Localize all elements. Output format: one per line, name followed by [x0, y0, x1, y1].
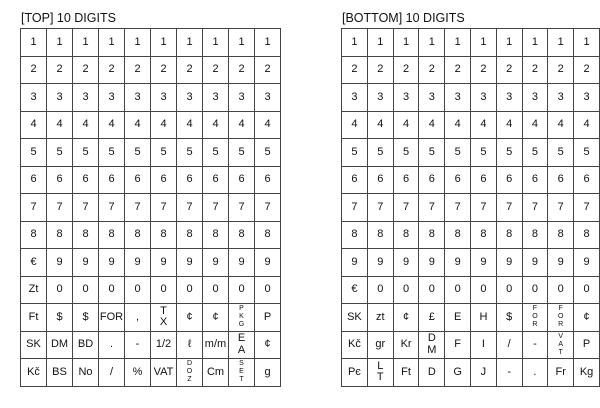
grid-cell: 8 — [393, 221, 419, 249]
grid-cell: 6 — [99, 166, 125, 194]
grid-cell: 6 — [574, 166, 600, 194]
grid-cell: 1 — [548, 29, 574, 57]
grid-cell: 4 — [125, 111, 151, 139]
grid-cell: 5 — [47, 139, 73, 167]
grid-row — [342, 29, 600, 57]
grid-cell: 7 — [203, 194, 229, 222]
grid-row — [21, 84, 281, 112]
grid-cell: Kč — [21, 359, 47, 387]
grid-cell: - — [496, 359, 522, 387]
grid-cell: 0 — [574, 276, 600, 304]
grid-cell: 4 — [419, 111, 445, 139]
grid-row — [342, 84, 600, 112]
grid-row — [342, 56, 600, 84]
grid-cell: 7 — [342, 194, 368, 222]
grid-cell: 6 — [496, 166, 522, 194]
grid-cell: F O R — [522, 304, 548, 332]
grid-cell: P K G — [229, 304, 255, 332]
grid-cell: 7 — [255, 194, 281, 222]
grid-cell: Kč — [342, 331, 368, 359]
grid-cell: 8 — [419, 221, 445, 249]
grid-cell: 2 — [47, 56, 73, 84]
grid-cell: 7 — [73, 194, 99, 222]
grid-cell: 3 — [445, 84, 471, 112]
grid-cell: 9 — [99, 249, 125, 277]
grid-cell: 6 — [393, 166, 419, 194]
grid-cell: 6 — [151, 166, 177, 194]
grid-row — [21, 276, 281, 304]
grid-cell: 4 — [496, 111, 522, 139]
grid-cell: 7 — [47, 194, 73, 222]
grid-cell: 8 — [496, 221, 522, 249]
grid-cell: $ — [47, 304, 73, 332]
grid-cell: 5 — [471, 139, 497, 167]
grid-cell: 4 — [548, 111, 574, 139]
grid-cell: 0 — [73, 276, 99, 304]
grid-cell: 1 — [125, 29, 151, 57]
grid-cell: 5 — [496, 139, 522, 167]
grid-cell: D O Z — [177, 359, 203, 387]
grid-row — [342, 221, 600, 249]
grid-cell: 1 — [342, 29, 368, 57]
grid-cell: 2 — [21, 56, 47, 84]
grid-row — [342, 194, 600, 222]
grid-cell: 6 — [125, 166, 151, 194]
grid-cell: I — [471, 331, 497, 359]
grid-cell: 9 — [203, 249, 229, 277]
grid-cell: 3 — [229, 84, 255, 112]
grid-cell: 6 — [522, 166, 548, 194]
grid-cell: 9 — [125, 249, 151, 277]
grid-cell: $ — [496, 304, 522, 332]
grid-cell: 3 — [574, 84, 600, 112]
grid-cell: Fr — [548, 359, 574, 387]
grid-cell: 4 — [255, 111, 281, 139]
grid-cell: € — [21, 249, 47, 277]
grid-cell: 7 — [21, 194, 47, 222]
grid-cell: P — [255, 304, 281, 332]
grid-cell: 3 — [522, 84, 548, 112]
grid-cell: 2 — [548, 56, 574, 84]
grid-cell: 7 — [229, 194, 255, 222]
grid-row — [21, 166, 281, 194]
grid-row — [342, 331, 600, 359]
grid-cell: 4 — [73, 111, 99, 139]
grid-cell: SK — [21, 331, 47, 359]
grid-cell: 2 — [393, 56, 419, 84]
grid-cell: VAT — [151, 359, 177, 387]
grid-cell: V A T — [548, 331, 574, 359]
grid-cell: 3 — [177, 84, 203, 112]
grid-cell: 0 — [177, 276, 203, 304]
grid-cell: 5 — [522, 139, 548, 167]
grid-cell: 9 — [255, 249, 281, 277]
grid-cell: 1 — [367, 29, 393, 57]
grid-cell: / — [496, 331, 522, 359]
grid-cell: 1 — [21, 29, 47, 57]
grid-cell: 5 — [445, 139, 471, 167]
grid-cell: 2 — [419, 56, 445, 84]
grid-cell: 5 — [255, 139, 281, 167]
grid-cell: 3 — [125, 84, 151, 112]
grid-cell: ¢ — [393, 304, 419, 332]
grid-cell: . — [522, 359, 548, 387]
grid-row — [342, 304, 600, 332]
grid-cell: 1 — [73, 29, 99, 57]
grid-row — [342, 276, 600, 304]
grid-cell: 7 — [471, 194, 497, 222]
grid-cell: 1 — [574, 29, 600, 57]
grid-cell: 5 — [125, 139, 151, 167]
top-digits-grid — [20, 28, 281, 387]
grid-cell: 1 — [151, 29, 177, 57]
grid-cell: gr — [367, 331, 393, 359]
grid-cell: 9 — [73, 249, 99, 277]
grid-cell: 9 — [229, 249, 255, 277]
grid-cell: 0 — [445, 276, 471, 304]
grid-cell: 8 — [367, 221, 393, 249]
grid-cell: 2 — [125, 56, 151, 84]
grid-cell: 4 — [445, 111, 471, 139]
grid-cell: 4 — [229, 111, 255, 139]
grid-cell: $ — [73, 304, 99, 332]
grid-cell: 8 — [548, 221, 574, 249]
grid-cell: 9 — [522, 249, 548, 277]
grid-cell: 3 — [393, 84, 419, 112]
grid-cell: 3 — [367, 84, 393, 112]
bottom-digits-panel — [341, 8, 600, 387]
grid-cell: F O R — [548, 304, 574, 332]
grid-cell: 0 — [255, 276, 281, 304]
panel-title-top: [TOP] 10 DIGITS — [21, 11, 116, 25]
grid-cell: 0 — [496, 276, 522, 304]
grid-cell: SK — [342, 304, 368, 332]
grid-cell: 0 — [125, 276, 151, 304]
grid-cell: 7 — [177, 194, 203, 222]
grid-cell: 0 — [471, 276, 497, 304]
grid-cell: FOR — [99, 304, 125, 332]
grid-cell: 2 — [445, 56, 471, 84]
grid-cell: 8 — [177, 221, 203, 249]
grid-row — [21, 29, 281, 57]
grid-cell: ¢ — [177, 304, 203, 332]
grid-cell: 6 — [73, 166, 99, 194]
grid-cell: 7 — [419, 194, 445, 222]
grid-cell: 0 — [548, 276, 574, 304]
grid-cell: 0 — [229, 276, 255, 304]
grid-cell: 7 — [574, 194, 600, 222]
bottom-digits-grid — [341, 28, 600, 387]
grid-cell: ¢ — [255, 331, 281, 359]
panel-title-bottom: [BOTTOM] 10 DIGITS — [342, 11, 465, 25]
grid-cell: 0 — [203, 276, 229, 304]
grid-cell: H — [471, 304, 497, 332]
grid-cell: 0 — [99, 276, 125, 304]
grid-cell: 3 — [47, 84, 73, 112]
grid-cell: 4 — [99, 111, 125, 139]
grid-row — [21, 304, 281, 332]
grid-cell: 8 — [522, 221, 548, 249]
grid-cell: 4 — [393, 111, 419, 139]
grid-cell: 2 — [203, 56, 229, 84]
grid-row — [21, 111, 281, 139]
grid-row — [21, 249, 281, 277]
grid-cell: - — [125, 331, 151, 359]
grid-cell: T X — [151, 304, 177, 332]
grid-cell: 6 — [47, 166, 73, 194]
grid-cell: g — [255, 359, 281, 387]
grid-cell: 9 — [496, 249, 522, 277]
grid-cell: 9 — [342, 249, 368, 277]
grid-cell: 8 — [73, 221, 99, 249]
grid-cell: 6 — [548, 166, 574, 194]
grid-cell: 1 — [445, 29, 471, 57]
grid-cell: 4 — [177, 111, 203, 139]
grid-cell: 1 — [47, 29, 73, 57]
grid-cell: Ft — [21, 304, 47, 332]
grid-cell: 1 — [471, 29, 497, 57]
grid-cell: 8 — [99, 221, 125, 249]
grid-cell: 8 — [342, 221, 368, 249]
grid-cell: 2 — [471, 56, 497, 84]
grid-row — [21, 56, 281, 84]
top-digits-panel — [20, 8, 281, 387]
grid-row — [21, 221, 281, 249]
grid-cell: 5 — [203, 139, 229, 167]
grid-row — [21, 194, 281, 222]
grid-cell: 4 — [342, 111, 368, 139]
grid-cell: 7 — [125, 194, 151, 222]
grid-cell: No — [73, 359, 99, 387]
grid-cell: 7 — [151, 194, 177, 222]
grid-cell: 7 — [522, 194, 548, 222]
grid-cell: 9 — [151, 249, 177, 277]
grid-row — [21, 359, 281, 387]
grid-cell: L T — [367, 359, 393, 387]
grid-cell: € — [342, 276, 368, 304]
grid-cell: 3 — [496, 84, 522, 112]
grid-cell: 3 — [419, 84, 445, 112]
grid-cell: 0 — [522, 276, 548, 304]
grid-cell: ¢ — [203, 304, 229, 332]
grid-cell: Pє — [342, 359, 368, 387]
grid-cell: 2 — [496, 56, 522, 84]
grid-cell: 3 — [255, 84, 281, 112]
grid-cell: BD — [73, 331, 99, 359]
grid-cell: 9 — [548, 249, 574, 277]
grid-cell: 1 — [419, 29, 445, 57]
grid-cell: Cm — [203, 359, 229, 387]
grid-cell: 8 — [125, 221, 151, 249]
grid-cell: 1 — [496, 29, 522, 57]
grid-cell: 1 — [229, 29, 255, 57]
grid-cell: 9 — [393, 249, 419, 277]
grid-cell: - — [522, 331, 548, 359]
grid-cell: 6 — [367, 166, 393, 194]
grid-cell: 5 — [393, 139, 419, 167]
grid-cell: 1 — [203, 29, 229, 57]
grid-cell: 4 — [47, 111, 73, 139]
grid-cell: 3 — [548, 84, 574, 112]
grid-cell: , — [125, 304, 151, 332]
grid-cell: 1 — [255, 29, 281, 57]
grid-cell: 5 — [151, 139, 177, 167]
grid-cell: 1 — [177, 29, 203, 57]
grid-cell: Zt — [21, 276, 47, 304]
grid-cell: 0 — [47, 276, 73, 304]
grid-cell: 6 — [177, 166, 203, 194]
grid-cell: 4 — [367, 111, 393, 139]
grid-row — [342, 166, 600, 194]
grid-cell: 6 — [203, 166, 229, 194]
grid-cell: ¢ — [574, 304, 600, 332]
grid-cell: 3 — [471, 84, 497, 112]
grid-cell: 7 — [99, 194, 125, 222]
grid-row — [21, 331, 281, 359]
grid-cell: 5 — [419, 139, 445, 167]
grid-cell: E A — [229, 331, 255, 359]
grid-cell: 1 — [393, 29, 419, 57]
grid-cell: 4 — [203, 111, 229, 139]
grid-cell: 9 — [177, 249, 203, 277]
grid-cell: 6 — [21, 166, 47, 194]
grid-cell: 8 — [574, 221, 600, 249]
grid-row — [342, 139, 600, 167]
grid-cell: Kr — [393, 331, 419, 359]
grid-cell: J — [471, 359, 497, 387]
grid-cell: 8 — [445, 221, 471, 249]
grid-cell: 9 — [47, 249, 73, 277]
grid-cell: 5 — [99, 139, 125, 167]
grid-cell: 5 — [548, 139, 574, 167]
grid-cell: BS — [47, 359, 73, 387]
grid-cell: 4 — [522, 111, 548, 139]
grid-cell: 3 — [73, 84, 99, 112]
grid-cell: 6 — [471, 166, 497, 194]
grid-cell: 9 — [419, 249, 445, 277]
grid-row — [342, 249, 600, 277]
grid-cell: 8 — [151, 221, 177, 249]
grid-cell: 5 — [21, 139, 47, 167]
grid-cell: 2 — [73, 56, 99, 84]
grid-cell: DM — [47, 331, 73, 359]
grid-cell: 4 — [471, 111, 497, 139]
grid-cell: 1 — [99, 29, 125, 57]
grid-cell: 3 — [342, 84, 368, 112]
grid-cell: 6 — [229, 166, 255, 194]
grid-row — [21, 139, 281, 167]
grid-cell: 8 — [255, 221, 281, 249]
grid-cell: 2 — [177, 56, 203, 84]
grid-cell: 4 — [21, 111, 47, 139]
grid-cell: 5 — [342, 139, 368, 167]
grid-cell: 2 — [99, 56, 125, 84]
grid-cell: 6 — [419, 166, 445, 194]
grid-cell: 3 — [99, 84, 125, 112]
grid-cell: 3 — [203, 84, 229, 112]
grid-cell: 3 — [151, 84, 177, 112]
grid-cell: 2 — [574, 56, 600, 84]
grid-cell: 1/2 — [151, 331, 177, 359]
grid-cell: Kg — [574, 359, 600, 387]
grid-cell: D — [419, 359, 445, 387]
grid-cell: . — [99, 331, 125, 359]
grid-cell: 2 — [522, 56, 548, 84]
grid-row — [342, 111, 600, 139]
grid-cell: 0 — [151, 276, 177, 304]
grid-cell: S E T — [229, 359, 255, 387]
grid-cell: D M — [419, 331, 445, 359]
grid-cell: 8 — [471, 221, 497, 249]
grid-cell: 5 — [229, 139, 255, 167]
grid-cell: 3 — [21, 84, 47, 112]
grid-cell: 0 — [419, 276, 445, 304]
grid-cell: 5 — [367, 139, 393, 167]
grid-cell: 9 — [367, 249, 393, 277]
grid-cell: P — [574, 331, 600, 359]
grid-cell: 2 — [367, 56, 393, 84]
grid-cell: 8 — [21, 221, 47, 249]
grid-cell: % — [125, 359, 151, 387]
grid-cell: 6 — [342, 166, 368, 194]
grid-cell: 8 — [47, 221, 73, 249]
grid-cell: Ft — [393, 359, 419, 387]
grid-cell: 7 — [445, 194, 471, 222]
grid-cell: 9 — [574, 249, 600, 277]
grid-row — [342, 359, 600, 387]
grid-cell: E — [445, 304, 471, 332]
grid-cell: 8 — [229, 221, 255, 249]
grid-cell: 5 — [574, 139, 600, 167]
grid-cell: 2 — [151, 56, 177, 84]
grid-cell: 0 — [393, 276, 419, 304]
grid-cell: 5 — [73, 139, 99, 167]
grid-cell: 9 — [471, 249, 497, 277]
grid-cell: / — [99, 359, 125, 387]
grid-cell: 2 — [255, 56, 281, 84]
grid-cell: 6 — [445, 166, 471, 194]
grid-cell: F — [445, 331, 471, 359]
grid-cell: 2 — [342, 56, 368, 84]
grid-cell: ℓ — [177, 331, 203, 359]
grid-cell: £ — [419, 304, 445, 332]
grid-cell: 4 — [574, 111, 600, 139]
grid-cell: 5 — [177, 139, 203, 167]
grid-cell: 7 — [548, 194, 574, 222]
grid-cell: 1 — [522, 29, 548, 57]
grid-cell: m/m — [203, 331, 229, 359]
grid-cell: 4 — [151, 111, 177, 139]
grid-cell: 6 — [255, 166, 281, 194]
grid-cell: 8 — [203, 221, 229, 249]
grid-cell: 0 — [367, 276, 393, 304]
grid-cell: 7 — [496, 194, 522, 222]
grid-cell: 9 — [445, 249, 471, 277]
grid-cell: 7 — [367, 194, 393, 222]
grid-cell: 2 — [229, 56, 255, 84]
grid-cell: 7 — [393, 194, 419, 222]
grid-cell: zt — [367, 304, 393, 332]
grid-cell: G — [445, 359, 471, 387]
